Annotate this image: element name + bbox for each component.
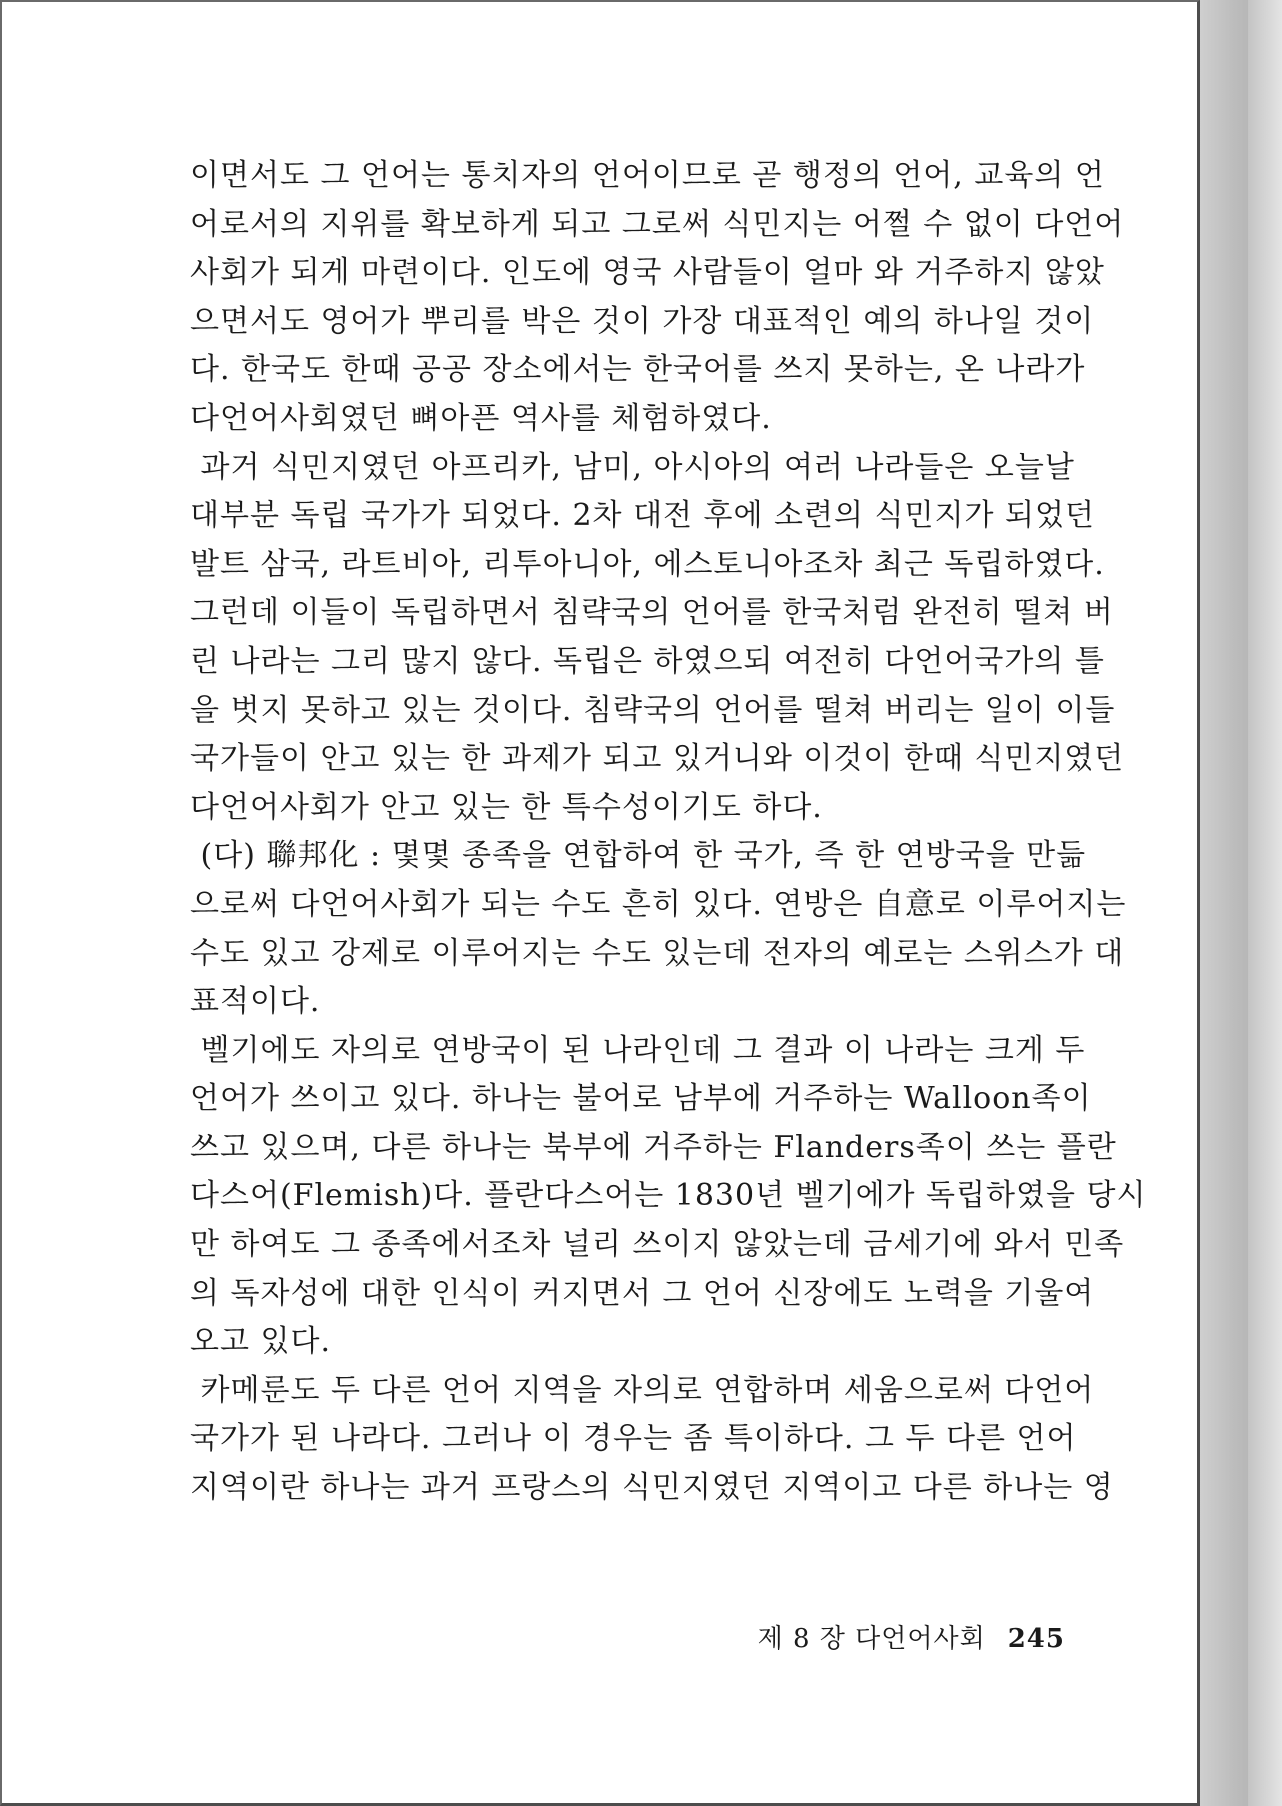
text-line: 표적이다. (190, 984, 321, 1020)
text-line: 으로써 다언어사회가 되는 수도 흔히 있다. 연방은 自意로 이루어지는 (190, 886, 1127, 922)
text-line: 벨기에도 자의로 연방국이 된 나라인데 그 결과 이 나라는 크게 두 (190, 1032, 1086, 1068)
text-line: 지역이란 하나는 과거 프랑스의 식민지였던 지역이고 다른 하나는 영 (190, 1470, 1114, 1506)
running-footer (758, 1618, 1065, 1655)
text-line: 다언어사회였던 뼈아픈 역사를 체험하였다. (190, 400, 772, 436)
page-number: 245 (1007, 1624, 1065, 1654)
text-line: 의 독자성에 대한 인식이 커지면서 그 언어 신장에도 노력을 기울여 (190, 1275, 1095, 1311)
paragraph-4 (190, 1027, 1147, 1367)
text-line: 그런데 이들이 독립하면서 침략국의 언어를 한국처럼 완전히 떨쳐 버 (190, 595, 1114, 631)
text-line: 으면서도 영어가 뿌리를 박은 것이 가장 대표적인 예의 하나일 것이 (190, 303, 1095, 339)
text-line: 과거 식민지였던 아프리카, 남미, 아시아의 여러 나라들은 오늘날 (190, 449, 1075, 485)
text-line: 사회가 되게 마련이다. 인도에 영국 사람들이 얼마 와 거주하지 않았 (190, 255, 1105, 291)
text-line: 언어가 쓰이고 있다. 하나는 불어로 남부에 거주하는 Walloon족이 (190, 1081, 1092, 1117)
text-line: 수도 있고 강제로 이루어지는 수도 있는데 전자의 예로는 스위스가 대 (190, 935, 1125, 971)
text-line: 카메룬도 두 다른 언어 지역을 자의로 연합하며 세움으로써 다언어 (190, 1372, 1095, 1408)
paragraph-1 (190, 152, 1125, 444)
body-text (190, 152, 1147, 1513)
paragraph-5 (190, 1367, 1114, 1513)
text-line: 을 벗지 못하고 있는 것이다. 침략국의 언어를 떨쳐 버리는 일이 이들 (190, 692, 1116, 728)
text-line: 만 하여도 그 종족에서조차 널리 쓰이지 않았는데 금세기에 와서 민족 (190, 1227, 1125, 1263)
text-line: 다언어사회가 안고 있는 한 특수성이기도 하다. (190, 789, 823, 825)
text-line: 국가들이 안고 있는 한 과제가 되고 있거니와 이것이 한때 식민지였던 (190, 741, 1125, 777)
text-line: 국가가 된 나라다. 그러나 이 경우는 좀 특이하다. 그 두 다른 언어 (190, 1421, 1077, 1457)
text-line: (다) 聯邦化 : 몇몇 종족을 연합하여 한 국가, 즉 한 연방국을 만듦 (190, 838, 1087, 874)
text-line: 발트 삼국, 라트비아, 리투아니아, 에스토니아조차 최근 독립하였다. (190, 546, 1105, 582)
text-line: 린 나라는 그리 많지 않다. 독립은 하였으되 여전히 다언어국가의 틀 (190, 643, 1105, 679)
text-line: 어로서의 지위를 확보하게 되고 그로써 식민지는 어쩔 수 없이 다언어 (190, 206, 1125, 242)
text-line: 다. 한국도 한때 공공 장소에서는 한국어를 쓰지 못하는, 온 나라가 (190, 352, 1086, 388)
chapter-label: 제 8 장 다언어사회 (757, 1624, 986, 1654)
text-line: 이면서도 그 언어는 통치자의 언어이므로 곧 행정의 언어, 교육의 언 (190, 158, 1105, 193)
book-page-edge-shadow (1248, 0, 1282, 1806)
text-line: 쓰고 있으며, 다른 하나는 북부에 거주하는 Flanders족이 쓰는 플란 (190, 1129, 1117, 1165)
paragraph-2 (190, 444, 1125, 833)
text-line: 대부분 독립 국가가 되었다. 2차 대전 후에 소련의 식민지가 되었던 (190, 498, 1095, 534)
paragraph-3 (190, 832, 1127, 1026)
text-line: 다스어(Flemish)다. 플란다스어는 1830년 벨기에가 독립하였을 당시 (190, 1178, 1147, 1214)
text-line: 오고 있다. (190, 1324, 331, 1360)
